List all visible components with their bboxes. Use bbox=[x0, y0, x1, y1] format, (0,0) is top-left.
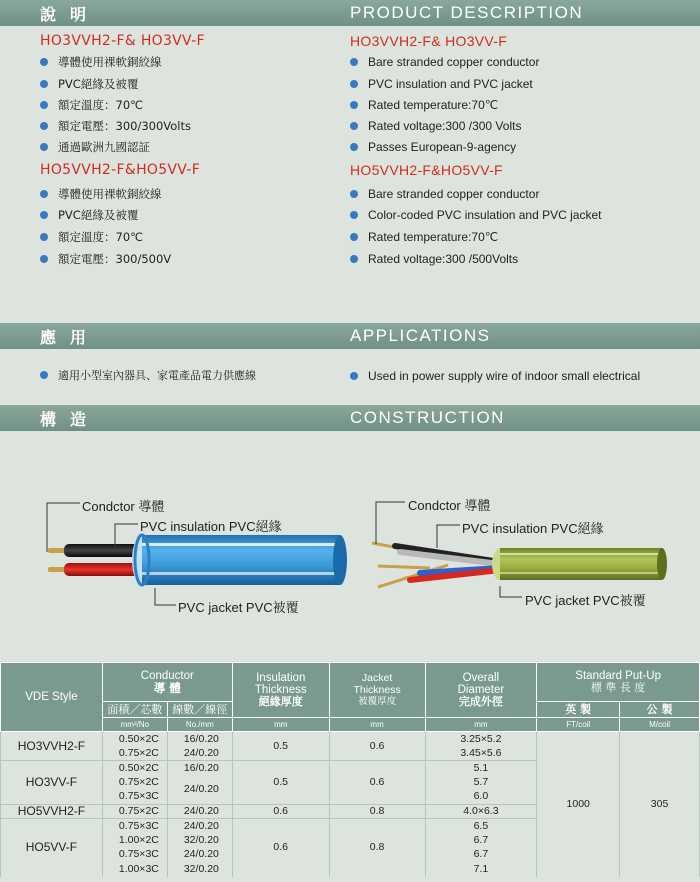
diameter-cell: 6.7 bbox=[425, 848, 537, 863]
copper-strand bbox=[378, 566, 430, 568]
diameter-cell: 3.25×5.2 bbox=[425, 732, 537, 747]
construction-header-bar bbox=[0, 405, 700, 431]
group1-en-item: Rated voltage:300 /300 Volts bbox=[350, 117, 521, 135]
bullet-icon bbox=[40, 122, 48, 130]
green-pvc-jacket bbox=[500, 548, 662, 580]
group1-en-item: Rated temperature:70℃ bbox=[350, 96, 498, 114]
col-insulation bbox=[232, 663, 329, 718]
applications-en-item: Used in power supply wire of indoor small electrical bbox=[350, 367, 640, 385]
bullet-icon bbox=[40, 143, 48, 151]
strands-cell: 16/0.20 bbox=[167, 761, 232, 776]
overall-zh: 完成外徑 bbox=[458, 695, 503, 708]
conductor-en: Conductor bbox=[140, 670, 194, 682]
col-vde-style: VDE Style bbox=[1, 663, 103, 732]
insulation-cell: 0.5 bbox=[232, 761, 329, 805]
unit-insulation: mm bbox=[232, 718, 329, 732]
group1-zh-item: 額定溫度：70℃ bbox=[40, 96, 143, 114]
area-cell: 0.75×3C bbox=[102, 790, 167, 805]
unit-area: mm²/No bbox=[102, 718, 167, 732]
strands-cell: 32/0.20 bbox=[167, 862, 232, 877]
putup-zh: 標 準 長 度 bbox=[590, 681, 646, 694]
bullet-icon bbox=[350, 122, 358, 130]
bullet-icon bbox=[350, 255, 358, 263]
group1-en-item: PVC insulation and PVC jacket bbox=[350, 75, 533, 93]
col-metric: 公 製 bbox=[620, 702, 700, 718]
group1-title-zh: HO3VVH2-F& HO3VV-F bbox=[40, 33, 205, 49]
strands-cell: 24/0.20 bbox=[167, 819, 232, 834]
jacket-cell: 0.6 bbox=[329, 761, 425, 805]
bullet-icon bbox=[40, 58, 48, 66]
group2-zh-item: PVC絕緣及被覆 bbox=[40, 206, 138, 224]
group2-zh-item: 導體使用裸軟銅絞線 bbox=[40, 185, 162, 203]
description-header-en: PRODUCT DESCRIPTION bbox=[350, 3, 584, 22]
bullet-icon bbox=[350, 372, 358, 380]
overall-en2: Diameter bbox=[457, 684, 505, 696]
left-conductor-label: Condctor 導體 bbox=[82, 499, 165, 514]
diameter-cell: 4.0×6.3 bbox=[425, 804, 537, 819]
style-cell: HO3VVH2-F bbox=[1, 732, 103, 761]
right-jacket-label: PVC jacket PVC被覆 bbox=[525, 593, 646, 608]
applications-header-zh: 應用 bbox=[40, 328, 101, 347]
blue-pvc-jacket bbox=[142, 535, 340, 585]
strands-cell: 24/0.20 bbox=[167, 848, 232, 863]
putup-imperial-cell: 1000 bbox=[537, 732, 620, 877]
jacket-cell: 0.8 bbox=[329, 819, 425, 877]
bullet-icon bbox=[40, 80, 48, 88]
group1-title-en: HO3VVH2-F& HO3VV-F bbox=[350, 33, 508, 49]
style-cell: HO5VVH2-F bbox=[1, 804, 103, 819]
style-cell: HO3VV-F bbox=[1, 761, 103, 805]
group2-en-item: Rated temperature:70℃ bbox=[350, 228, 498, 246]
putup-en: Standard Put-Up bbox=[575, 670, 661, 682]
unit-overall: mm bbox=[425, 718, 537, 732]
jacket-zh: 被覆厚度 bbox=[358, 696, 397, 707]
area-cell: 0.75×2C bbox=[102, 746, 167, 761]
insulation-cell: 0.6 bbox=[232, 804, 329, 819]
col-area: 面積／芯數 bbox=[102, 702, 167, 718]
area-cell: 0.75×3C bbox=[102, 848, 167, 863]
unit-strands: No./mm bbox=[167, 718, 232, 732]
strands-cell: 32/0.20 bbox=[167, 833, 232, 848]
diameter-cell: 5.1 bbox=[425, 761, 537, 776]
unit-metric: M/coil bbox=[620, 718, 700, 732]
group2-en-item: Color-coded PVC insulation and PVC jacket bbox=[350, 206, 601, 224]
group1-en-item: Passes European-9-agency bbox=[350, 138, 516, 156]
group1-zh-item: 通過歐洲九國認証 bbox=[40, 138, 150, 156]
unit-jacket: mm bbox=[329, 718, 425, 732]
bullet-icon bbox=[40, 101, 48, 109]
spec-table bbox=[0, 662, 700, 877]
col-conductor bbox=[102, 663, 232, 702]
bullet-icon bbox=[40, 255, 48, 263]
jacket-cell: 0.6 bbox=[329, 732, 425, 761]
diameter-cell: 6.7 bbox=[425, 833, 537, 848]
applications-header-bar bbox=[0, 323, 700, 349]
bullet-icon bbox=[40, 190, 48, 198]
group2-title-zh: HO5VVH2-F&HO5VV-F bbox=[40, 162, 201, 178]
area-cell: 0.50×2C bbox=[102, 761, 167, 776]
right-insulation-label: PVC insulation PVC絕緣 bbox=[462, 521, 604, 536]
insulation-en: Insulation bbox=[256, 672, 306, 684]
bullet-icon bbox=[350, 211, 358, 219]
insulation-cell: 0.5 bbox=[232, 732, 329, 761]
bullet-icon bbox=[40, 371, 48, 379]
group1-zh-item: 額定電壓：300/300Volts bbox=[40, 117, 191, 135]
bullet-icon bbox=[350, 233, 358, 241]
insulation-zh: 絕緣厚度 bbox=[258, 695, 303, 708]
applications-zh-item: 適用小型室內器具、家電產品電力供應線 bbox=[40, 367, 256, 385]
description-header-zh: 說明 bbox=[40, 5, 101, 24]
unit-imperial: FT/coil bbox=[537, 718, 620, 732]
bullet-icon bbox=[350, 143, 358, 151]
overall-en: Overall bbox=[462, 672, 500, 684]
strands-cell: 24/0.20 bbox=[167, 775, 232, 804]
putup-metric-cell: 305 bbox=[620, 732, 700, 877]
table-row bbox=[1, 732, 700, 747]
area-cell: 1.00×3C bbox=[102, 862, 167, 877]
group2-zh-item: 額定電壓：300/500V bbox=[40, 250, 171, 268]
group1-zh-item: 導體使用裸軟銅絞線 bbox=[40, 53, 162, 71]
left-insulation-label: PVC insulation PVC絕緣 bbox=[140, 519, 282, 534]
left-jacket-label: PVC jacket PVC被覆 bbox=[178, 600, 299, 615]
strands-cell: 24/0.20 bbox=[167, 746, 232, 761]
group2-zh-item: 額定溫度：70℃ bbox=[40, 228, 143, 246]
group1-en-item: Bare stranded copper conductor bbox=[350, 53, 539, 71]
cable-diagram bbox=[0, 440, 700, 660]
style-cell: HO5VV-F bbox=[1, 819, 103, 877]
bullet-icon bbox=[40, 233, 48, 241]
col-jacket bbox=[329, 663, 425, 718]
right-conductor-label: Condctor 導體 bbox=[408, 498, 491, 513]
diameter-cell: 7.1 bbox=[425, 862, 537, 877]
insulation-en2: Thickness bbox=[254, 684, 307, 696]
area-cell: 1.00×2C bbox=[102, 833, 167, 848]
right-cable-illustration bbox=[372, 543, 667, 587]
bullet-icon bbox=[40, 211, 48, 219]
col-strands: 線數／線徑 bbox=[167, 702, 232, 718]
jacket-cell: 0.8 bbox=[329, 804, 425, 819]
diameter-cell: 6.5 bbox=[425, 819, 537, 834]
diameter-cell: 5.7 bbox=[425, 775, 537, 790]
group2-en-item: Bare stranded copper conductor bbox=[350, 185, 539, 203]
construction-header-en: CONSTRUCTION bbox=[350, 408, 505, 427]
group2-title-en: HO5VVH2-F&HO5VV-F bbox=[350, 162, 503, 178]
strands-cell: 24/0.20 bbox=[167, 804, 232, 819]
jacket-en: Jacket bbox=[361, 672, 393, 684]
diameter-cell: 6.0 bbox=[425, 790, 537, 805]
area-cell: 0.75×2C bbox=[102, 804, 167, 819]
jacket-en2: Thickness bbox=[353, 684, 401, 696]
area-cell: 0.50×2C bbox=[102, 732, 167, 747]
construction-header-zh: 構造 bbox=[40, 410, 101, 429]
bullet-icon bbox=[350, 58, 358, 66]
insulation-cell: 0.6 bbox=[232, 819, 329, 877]
applications-header-en: APPLICATIONS bbox=[350, 326, 491, 345]
bullet-icon bbox=[350, 101, 358, 109]
group2-en-item: Rated voltage:300 /500Volts bbox=[350, 250, 518, 268]
group1-zh-item: PVC絕緣及被覆 bbox=[40, 75, 138, 93]
area-cell: 0.75×2C bbox=[102, 775, 167, 790]
col-imperial: 英 製 bbox=[537, 702, 620, 718]
diameter-cell: 3.45×5.6 bbox=[425, 746, 537, 761]
col-overall bbox=[425, 663, 537, 718]
left-cable-illustration bbox=[48, 535, 347, 585]
bullet-icon bbox=[350, 190, 358, 198]
conductor-zh: 導 體 bbox=[153, 681, 181, 695]
col-putup bbox=[537, 663, 700, 702]
strands-cell: 16/0.20 bbox=[167, 732, 232, 747]
area-cell: 0.75×3C bbox=[102, 819, 167, 834]
description-header-bar bbox=[0, 0, 700, 26]
bullet-icon bbox=[350, 80, 358, 88]
